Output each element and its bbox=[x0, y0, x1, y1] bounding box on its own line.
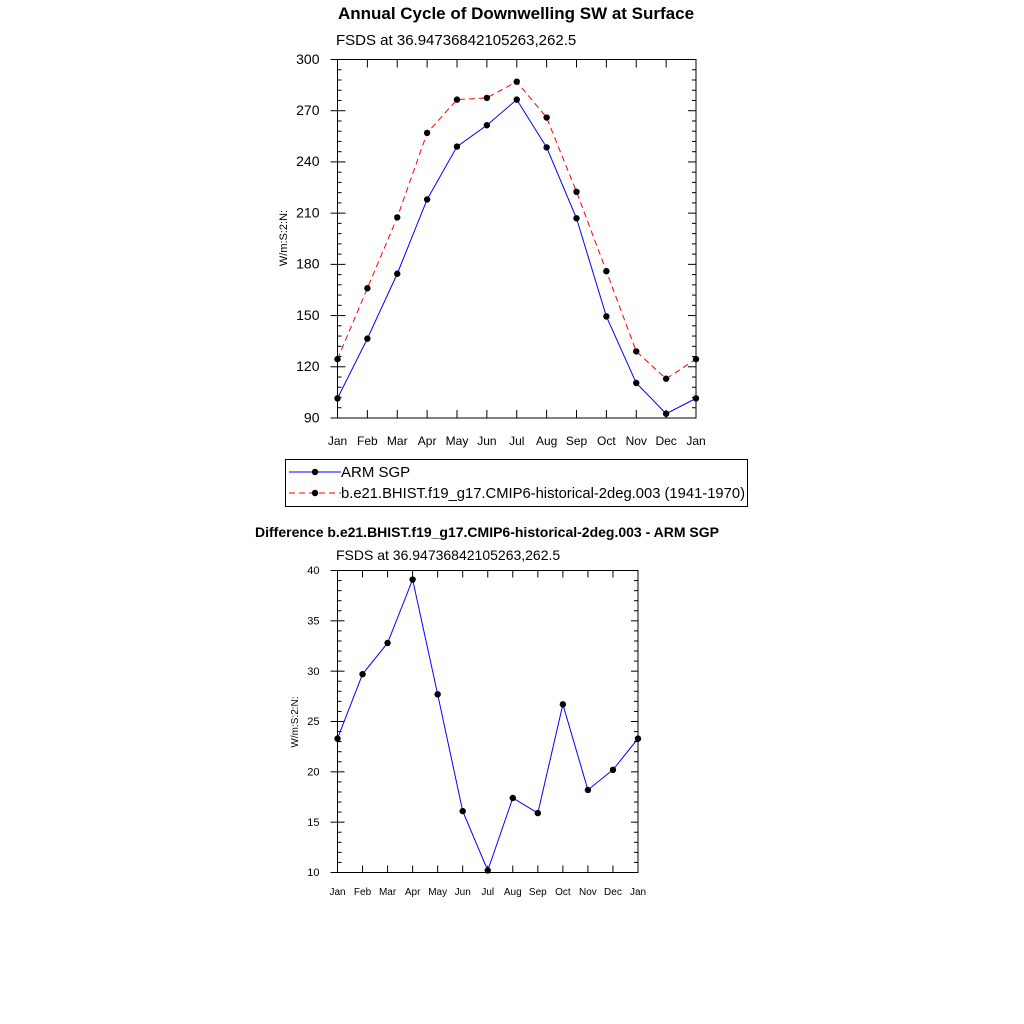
data-point bbox=[484, 95, 490, 101]
data-point bbox=[633, 348, 639, 354]
data-point bbox=[334, 735, 340, 741]
y-tick-label: 270 bbox=[296, 102, 320, 119]
data-point bbox=[514, 78, 520, 84]
annual-cycle-chart bbox=[278, 4, 748, 507]
x-tick-label: Jan bbox=[629, 887, 647, 898]
data-point bbox=[603, 313, 609, 319]
data-point bbox=[573, 189, 579, 195]
y-tick-label: 20 bbox=[307, 766, 320, 779]
x-tick-label: Oct bbox=[555, 887, 571, 898]
data-point bbox=[394, 271, 400, 277]
data-point bbox=[510, 795, 516, 801]
x-tick-label: Nov bbox=[579, 887, 597, 898]
data-point bbox=[514, 96, 520, 102]
data-point bbox=[364, 335, 370, 341]
x-tick-label: Oct bbox=[597, 434, 616, 448]
data-point bbox=[409, 576, 415, 582]
x-tick-label: Mar bbox=[386, 434, 408, 448]
x-tick-label: Jul bbox=[481, 887, 495, 898]
x-tick-label: Dec bbox=[655, 434, 677, 448]
x-tick-label: Apr bbox=[404, 887, 421, 898]
data-point bbox=[585, 787, 591, 793]
data-point bbox=[485, 867, 491, 873]
y-tick-label: 40 bbox=[307, 565, 320, 578]
data-point bbox=[573, 215, 579, 221]
legend-label-model: b.e21.BHIST.f19_g17.CMIP6-historical-2deg.003 (1941-1970) bbox=[341, 485, 745, 502]
y-axis-label: W/m:S:2:N: bbox=[278, 209, 290, 267]
series-line-0 bbox=[338, 580, 639, 871]
data-point bbox=[454, 96, 460, 102]
y-tick-label: 150 bbox=[296, 306, 320, 323]
x-tick-label: Nov bbox=[625, 434, 647, 448]
data-point bbox=[484, 122, 490, 128]
series-line-1 bbox=[338, 82, 697, 379]
y-tick-label: 35 bbox=[307, 615, 320, 628]
data-point bbox=[424, 130, 430, 136]
x-tick-label: Feb bbox=[353, 887, 372, 898]
y-tick-label: 90 bbox=[303, 409, 320, 426]
chart-subtitle: FSDS at 36.94736842105263,262.5 bbox=[336, 32, 577, 49]
data-point bbox=[434, 691, 440, 697]
y-tick-label: 300 bbox=[296, 50, 320, 67]
data-point bbox=[359, 671, 365, 677]
legend-marker-model bbox=[312, 490, 318, 496]
data-point bbox=[394, 214, 400, 220]
data-point bbox=[454, 143, 460, 149]
data-point bbox=[535, 810, 541, 816]
y-tick-label: 180 bbox=[296, 255, 320, 272]
x-tick-label: May bbox=[428, 887, 448, 898]
data-point bbox=[334, 395, 340, 401]
y-tick-label: 10 bbox=[307, 867, 320, 880]
data-point bbox=[424, 196, 430, 202]
x-tick-label: Aug bbox=[503, 887, 522, 898]
plot-frame bbox=[338, 60, 697, 419]
data-point bbox=[543, 144, 549, 150]
y-tick-label: 15 bbox=[307, 816, 320, 829]
y-tick-label: 25 bbox=[307, 716, 320, 729]
x-tick-label: Sep bbox=[565, 434, 588, 448]
axis-ticks bbox=[296, 51, 706, 448]
legend bbox=[286, 460, 748, 507]
series-line-0 bbox=[338, 100, 697, 414]
difference-chart bbox=[255, 524, 719, 898]
y-tick-label: 210 bbox=[296, 204, 320, 221]
legend-marker-arm bbox=[312, 469, 318, 475]
chart-title: Annual Cycle of Downwelling SW at Surface bbox=[337, 4, 695, 23]
x-tick-label: Aug bbox=[535, 434, 558, 448]
y-tick-label: 30 bbox=[307, 665, 320, 678]
series-lines bbox=[334, 78, 699, 416]
y-axis-label: W/m:S:2:N: bbox=[290, 696, 301, 748]
data-point bbox=[543, 114, 549, 120]
data-point bbox=[364, 285, 370, 291]
data-point bbox=[384, 640, 390, 646]
x-tick-label: Apr bbox=[417, 434, 437, 448]
y-tick-label: 240 bbox=[296, 153, 320, 170]
x-tick-label: Jan bbox=[686, 434, 706, 448]
chart-subtitle: FSDS at 36.94736842105263,262.5 bbox=[336, 547, 561, 563]
x-tick-label: Mar bbox=[378, 887, 397, 898]
legend-label-arm: ARM SGP bbox=[341, 464, 411, 481]
data-point bbox=[693, 356, 699, 362]
data-point bbox=[663, 411, 669, 417]
data-point bbox=[635, 735, 641, 741]
data-point bbox=[460, 808, 466, 814]
x-tick-label: Sep bbox=[528, 887, 547, 898]
x-tick-label: Jul bbox=[509, 434, 525, 448]
axis-ticks bbox=[307, 565, 646, 898]
plot-frame bbox=[338, 571, 639, 873]
chart-title: Difference b.e21.BHIST.f19_g17.CMIP6-historical-2deg.003 - ARM SGP bbox=[255, 524, 719, 540]
x-tick-label: Jun bbox=[454, 887, 471, 898]
x-tick-label: Feb bbox=[357, 434, 378, 448]
data-point bbox=[603, 268, 609, 274]
y-tick-label: 120 bbox=[296, 358, 320, 375]
data-point bbox=[334, 356, 340, 362]
x-tick-label: Jun bbox=[477, 434, 497, 448]
x-tick-label: Jan bbox=[327, 434, 348, 448]
x-tick-label: Jan bbox=[329, 887, 346, 898]
series-lines bbox=[334, 576, 641, 873]
data-point bbox=[693, 395, 699, 401]
x-tick-label: Dec bbox=[604, 887, 622, 898]
x-tick-label: May bbox=[445, 434, 469, 448]
data-point bbox=[633, 380, 639, 386]
data-point bbox=[610, 767, 616, 773]
data-point bbox=[560, 701, 566, 707]
data-point bbox=[663, 376, 669, 382]
